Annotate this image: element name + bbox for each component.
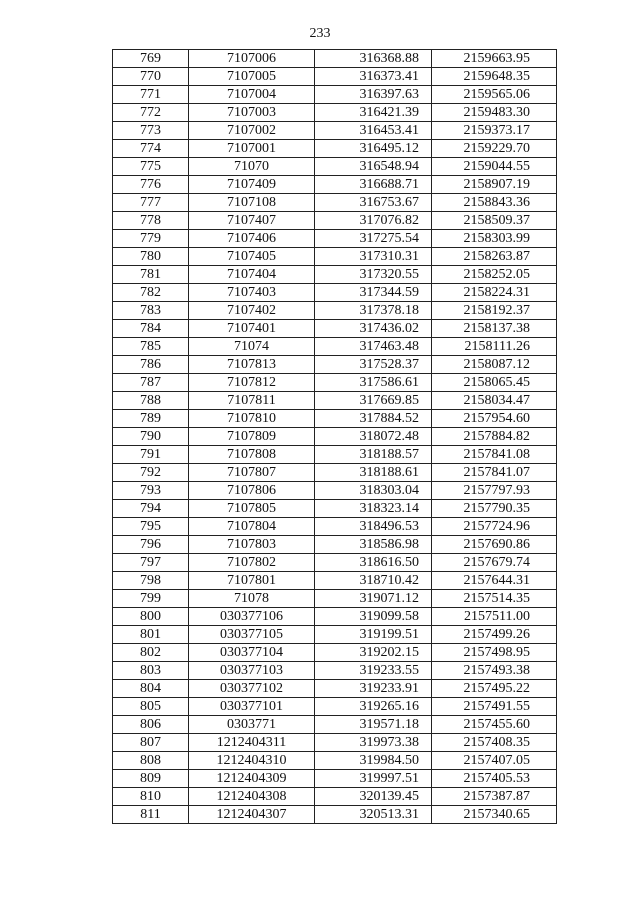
point-number-cell: 771 (113, 86, 189, 104)
table-row (113, 518, 557, 536)
table-row (113, 644, 557, 662)
table-row (113, 374, 557, 392)
point-code-cell: 030377101 (189, 698, 315, 716)
x-coordinate-cell: 320513.31 (315, 806, 432, 824)
point-number-cell: 798 (113, 572, 189, 590)
table-row (113, 482, 557, 500)
y-coordinate-cell: 2157405.53 (432, 770, 557, 788)
point-code-cell: 030377102 (189, 680, 315, 698)
table-row (113, 626, 557, 644)
point-code-cell: 7107001 (189, 140, 315, 158)
point-code-cell: 7107003 (189, 104, 315, 122)
table-row (113, 590, 557, 608)
point-number-cell: 776 (113, 176, 189, 194)
point-code-cell: 7107803 (189, 536, 315, 554)
x-coordinate-cell: 319984.50 (315, 752, 432, 770)
table-row (113, 158, 557, 176)
point-number-cell: 783 (113, 302, 189, 320)
y-coordinate-cell: 2158065.45 (432, 374, 557, 392)
point-number-cell: 780 (113, 248, 189, 266)
y-coordinate-cell: 2158843.36 (432, 194, 557, 212)
x-coordinate-cell: 319233.55 (315, 662, 432, 680)
point-number-cell: 795 (113, 518, 189, 536)
x-coordinate-cell: 317528.37 (315, 356, 432, 374)
point-number-cell: 811 (113, 806, 189, 824)
y-coordinate-cell: 2157690.86 (432, 536, 557, 554)
table-row (113, 752, 557, 770)
point-code-cell: 030377106 (189, 608, 315, 626)
x-coordinate-cell: 317275.54 (315, 230, 432, 248)
x-coordinate-cell: 320139.45 (315, 788, 432, 806)
x-coordinate-cell: 317436.02 (315, 320, 432, 338)
point-number-cell: 770 (113, 68, 189, 86)
table-row (113, 122, 557, 140)
y-coordinate-cell: 2157498.95 (432, 644, 557, 662)
point-number-cell: 804 (113, 680, 189, 698)
x-coordinate-cell: 318710.42 (315, 572, 432, 590)
point-number-cell: 794 (113, 500, 189, 518)
y-coordinate-cell: 2158252.05 (432, 266, 557, 284)
y-coordinate-cell: 2158034.47 (432, 392, 557, 410)
table-row (113, 212, 557, 230)
table-row (113, 500, 557, 518)
point-number-cell: 806 (113, 716, 189, 734)
x-coordinate-cell: 318323.14 (315, 500, 432, 518)
y-coordinate-cell: 2159565.06 (432, 86, 557, 104)
table-row (113, 608, 557, 626)
point-number-cell: 789 (113, 410, 189, 428)
table-row (113, 356, 557, 374)
x-coordinate-cell: 319973.38 (315, 734, 432, 752)
x-coordinate-cell: 317310.31 (315, 248, 432, 266)
x-coordinate-cell: 317463.48 (315, 338, 432, 356)
table-body (113, 50, 557, 824)
x-coordinate-cell: 317378.18 (315, 302, 432, 320)
point-code-cell: 7107005 (189, 68, 315, 86)
table-row (113, 716, 557, 734)
x-coordinate-cell: 318188.57 (315, 446, 432, 464)
table-row (113, 104, 557, 122)
point-code-cell: 7107402 (189, 302, 315, 320)
y-coordinate-cell: 2158263.87 (432, 248, 557, 266)
table-row (113, 248, 557, 266)
table-row (113, 572, 557, 590)
point-code-cell: 7107810 (189, 410, 315, 428)
y-coordinate-cell: 2157493.38 (432, 662, 557, 680)
x-coordinate-cell: 317320.55 (315, 266, 432, 284)
table-row (113, 734, 557, 752)
point-code-cell: 7107809 (189, 428, 315, 446)
x-coordinate-cell: 316453.41 (315, 122, 432, 140)
x-coordinate-cell: 316688.71 (315, 176, 432, 194)
x-coordinate-cell: 316397.63 (315, 86, 432, 104)
x-coordinate-cell: 316373.41 (315, 68, 432, 86)
y-coordinate-cell: 2159483.30 (432, 104, 557, 122)
point-code-cell: 030377103 (189, 662, 315, 680)
y-coordinate-cell: 2157724.96 (432, 518, 557, 536)
table-row (113, 446, 557, 464)
point-code-cell: 7107409 (189, 176, 315, 194)
point-code-cell: 7107403 (189, 284, 315, 302)
y-coordinate-cell: 2158303.99 (432, 230, 557, 248)
point-code-cell: 030377104 (189, 644, 315, 662)
point-number-cell: 774 (113, 140, 189, 158)
point-code-cell: 7107801 (189, 572, 315, 590)
y-coordinate-cell: 2157797.93 (432, 482, 557, 500)
point-number-cell: 799 (113, 590, 189, 608)
point-number-cell: 777 (113, 194, 189, 212)
point-number-cell: 772 (113, 104, 189, 122)
y-coordinate-cell: 2157495.22 (432, 680, 557, 698)
x-coordinate-cell: 316495.12 (315, 140, 432, 158)
point-code-cell: 1212404311 (189, 734, 315, 752)
y-coordinate-cell: 2158907.19 (432, 176, 557, 194)
x-coordinate-cell: 316548.94 (315, 158, 432, 176)
table-row (113, 788, 557, 806)
table-row (113, 284, 557, 302)
point-code-cell: 7107813 (189, 356, 315, 374)
point-number-cell: 775 (113, 158, 189, 176)
y-coordinate-cell: 2157790.35 (432, 500, 557, 518)
point-code-cell: 7107804 (189, 518, 315, 536)
point-number-cell: 773 (113, 122, 189, 140)
point-code-cell: 7107802 (189, 554, 315, 572)
table-row (113, 428, 557, 446)
table-row (113, 86, 557, 104)
point-number-cell: 792 (113, 464, 189, 482)
x-coordinate-cell: 319071.12 (315, 590, 432, 608)
point-number-cell: 801 (113, 626, 189, 644)
point-number-cell: 793 (113, 482, 189, 500)
point-code-cell: 7107805 (189, 500, 315, 518)
point-code-cell: 0303771 (189, 716, 315, 734)
table-row (113, 536, 557, 554)
y-coordinate-cell: 2158137.38 (432, 320, 557, 338)
point-code-cell: 7107405 (189, 248, 315, 266)
point-number-cell: 807 (113, 734, 189, 752)
x-coordinate-cell: 317344.59 (315, 284, 432, 302)
point-code-cell: 7107006 (189, 50, 315, 68)
table-row (113, 140, 557, 158)
point-number-cell: 788 (113, 392, 189, 410)
point-code-cell: 7107807 (189, 464, 315, 482)
point-number-cell: 787 (113, 374, 189, 392)
y-coordinate-cell: 2157644.31 (432, 572, 557, 590)
table-row (113, 770, 557, 788)
point-code-cell: 71074 (189, 338, 315, 356)
table-row (113, 266, 557, 284)
point-code-cell: 030377105 (189, 626, 315, 644)
table-row (113, 392, 557, 410)
y-coordinate-cell: 2158224.31 (432, 284, 557, 302)
point-number-cell: 769 (113, 50, 189, 68)
point-number-cell: 778 (113, 212, 189, 230)
point-number-cell: 805 (113, 698, 189, 716)
y-coordinate-cell: 2158192.37 (432, 302, 557, 320)
point-code-cell: 71070 (189, 158, 315, 176)
point-number-cell: 803 (113, 662, 189, 680)
table-row (113, 554, 557, 572)
table-row (113, 230, 557, 248)
y-coordinate-cell: 2157407.05 (432, 752, 557, 770)
y-coordinate-cell: 2159229.70 (432, 140, 557, 158)
table-row (113, 806, 557, 824)
table-row (113, 176, 557, 194)
point-code-cell: 7107808 (189, 446, 315, 464)
y-coordinate-cell: 2158087.12 (432, 356, 557, 374)
x-coordinate-cell: 317076.82 (315, 212, 432, 230)
point-number-cell: 808 (113, 752, 189, 770)
y-coordinate-cell: 2157884.82 (432, 428, 557, 446)
y-coordinate-cell: 2159663.95 (432, 50, 557, 68)
y-coordinate-cell: 2157841.08 (432, 446, 557, 464)
point-number-cell: 785 (113, 338, 189, 356)
point-number-cell: 809 (113, 770, 189, 788)
x-coordinate-cell: 318188.61 (315, 464, 432, 482)
point-number-cell: 782 (113, 284, 189, 302)
point-code-cell: 7107002 (189, 122, 315, 140)
x-coordinate-cell: 318303.04 (315, 482, 432, 500)
table-row (113, 50, 557, 68)
point-number-cell: 797 (113, 554, 189, 572)
y-coordinate-cell: 2158111.26 (432, 338, 557, 356)
x-coordinate-cell: 316753.67 (315, 194, 432, 212)
point-number-cell: 784 (113, 320, 189, 338)
x-coordinate-cell: 318616.50 (315, 554, 432, 572)
point-number-cell: 810 (113, 788, 189, 806)
y-coordinate-cell: 2157455.60 (432, 716, 557, 734)
point-code-cell: 7107404 (189, 266, 315, 284)
point-code-cell: 7107811 (189, 392, 315, 410)
x-coordinate-cell: 316421.39 (315, 104, 432, 122)
point-code-cell: 1212404308 (189, 788, 315, 806)
x-coordinate-cell: 319571.18 (315, 716, 432, 734)
table-row (113, 302, 557, 320)
point-number-cell: 779 (113, 230, 189, 248)
point-code-cell: 1212404310 (189, 752, 315, 770)
y-coordinate-cell: 2157499.26 (432, 626, 557, 644)
x-coordinate-cell: 319099.58 (315, 608, 432, 626)
point-number-cell: 781 (113, 266, 189, 284)
table-row (113, 698, 557, 716)
y-coordinate-cell: 2157340.65 (432, 806, 557, 824)
point-code-cell: 7107406 (189, 230, 315, 248)
table-row (113, 662, 557, 680)
y-coordinate-cell: 2157679.74 (432, 554, 557, 572)
point-number-cell: 791 (113, 446, 189, 464)
point-code-cell: 7107108 (189, 194, 315, 212)
x-coordinate-cell: 318072.48 (315, 428, 432, 446)
x-coordinate-cell: 316368.88 (315, 50, 432, 68)
point-code-cell: 7107806 (189, 482, 315, 500)
x-coordinate-cell: 319199.51 (315, 626, 432, 644)
point-number-cell: 800 (113, 608, 189, 626)
x-coordinate-cell: 317884.52 (315, 410, 432, 428)
coordinates-table (112, 49, 557, 824)
point-number-cell: 796 (113, 536, 189, 554)
x-coordinate-cell: 317669.85 (315, 392, 432, 410)
page-number: 233 (309, 26, 331, 41)
table-row (113, 320, 557, 338)
y-coordinate-cell: 2159044.55 (432, 158, 557, 176)
point-code-cell: 7107004 (189, 86, 315, 104)
y-coordinate-cell: 2157491.55 (432, 698, 557, 716)
point-code-cell: 1212404307 (189, 806, 315, 824)
x-coordinate-cell: 318496.53 (315, 518, 432, 536)
y-coordinate-cell: 2157511.00 (432, 608, 557, 626)
y-coordinate-cell: 2159373.17 (432, 122, 557, 140)
x-coordinate-cell: 319233.91 (315, 680, 432, 698)
x-coordinate-cell: 318586.98 (315, 536, 432, 554)
table-row (113, 68, 557, 86)
point-code-cell: 7107407 (189, 212, 315, 230)
table-row (113, 338, 557, 356)
point-number-cell: 802 (113, 644, 189, 662)
y-coordinate-cell: 2157841.07 (432, 464, 557, 482)
y-coordinate-cell: 2157514.35 (432, 590, 557, 608)
x-coordinate-cell: 319265.16 (315, 698, 432, 716)
point-number-cell: 786 (113, 356, 189, 374)
point-number-cell: 790 (113, 428, 189, 446)
x-coordinate-cell: 319202.15 (315, 644, 432, 662)
table-row (113, 410, 557, 428)
table-row (113, 680, 557, 698)
point-code-cell: 71078 (189, 590, 315, 608)
y-coordinate-cell: 2158509.37 (432, 212, 557, 230)
x-coordinate-cell: 319997.51 (315, 770, 432, 788)
point-code-cell: 7107812 (189, 374, 315, 392)
y-coordinate-cell: 2157387.87 (432, 788, 557, 806)
point-code-cell: 1212404309 (189, 770, 315, 788)
x-coordinate-cell: 317586.61 (315, 374, 432, 392)
y-coordinate-cell: 2157954.60 (432, 410, 557, 428)
table-row (113, 464, 557, 482)
y-coordinate-cell: 2157408.35 (432, 734, 557, 752)
point-code-cell: 7107401 (189, 320, 315, 338)
table-row (113, 194, 557, 212)
y-coordinate-cell: 2159648.35 (432, 68, 557, 86)
